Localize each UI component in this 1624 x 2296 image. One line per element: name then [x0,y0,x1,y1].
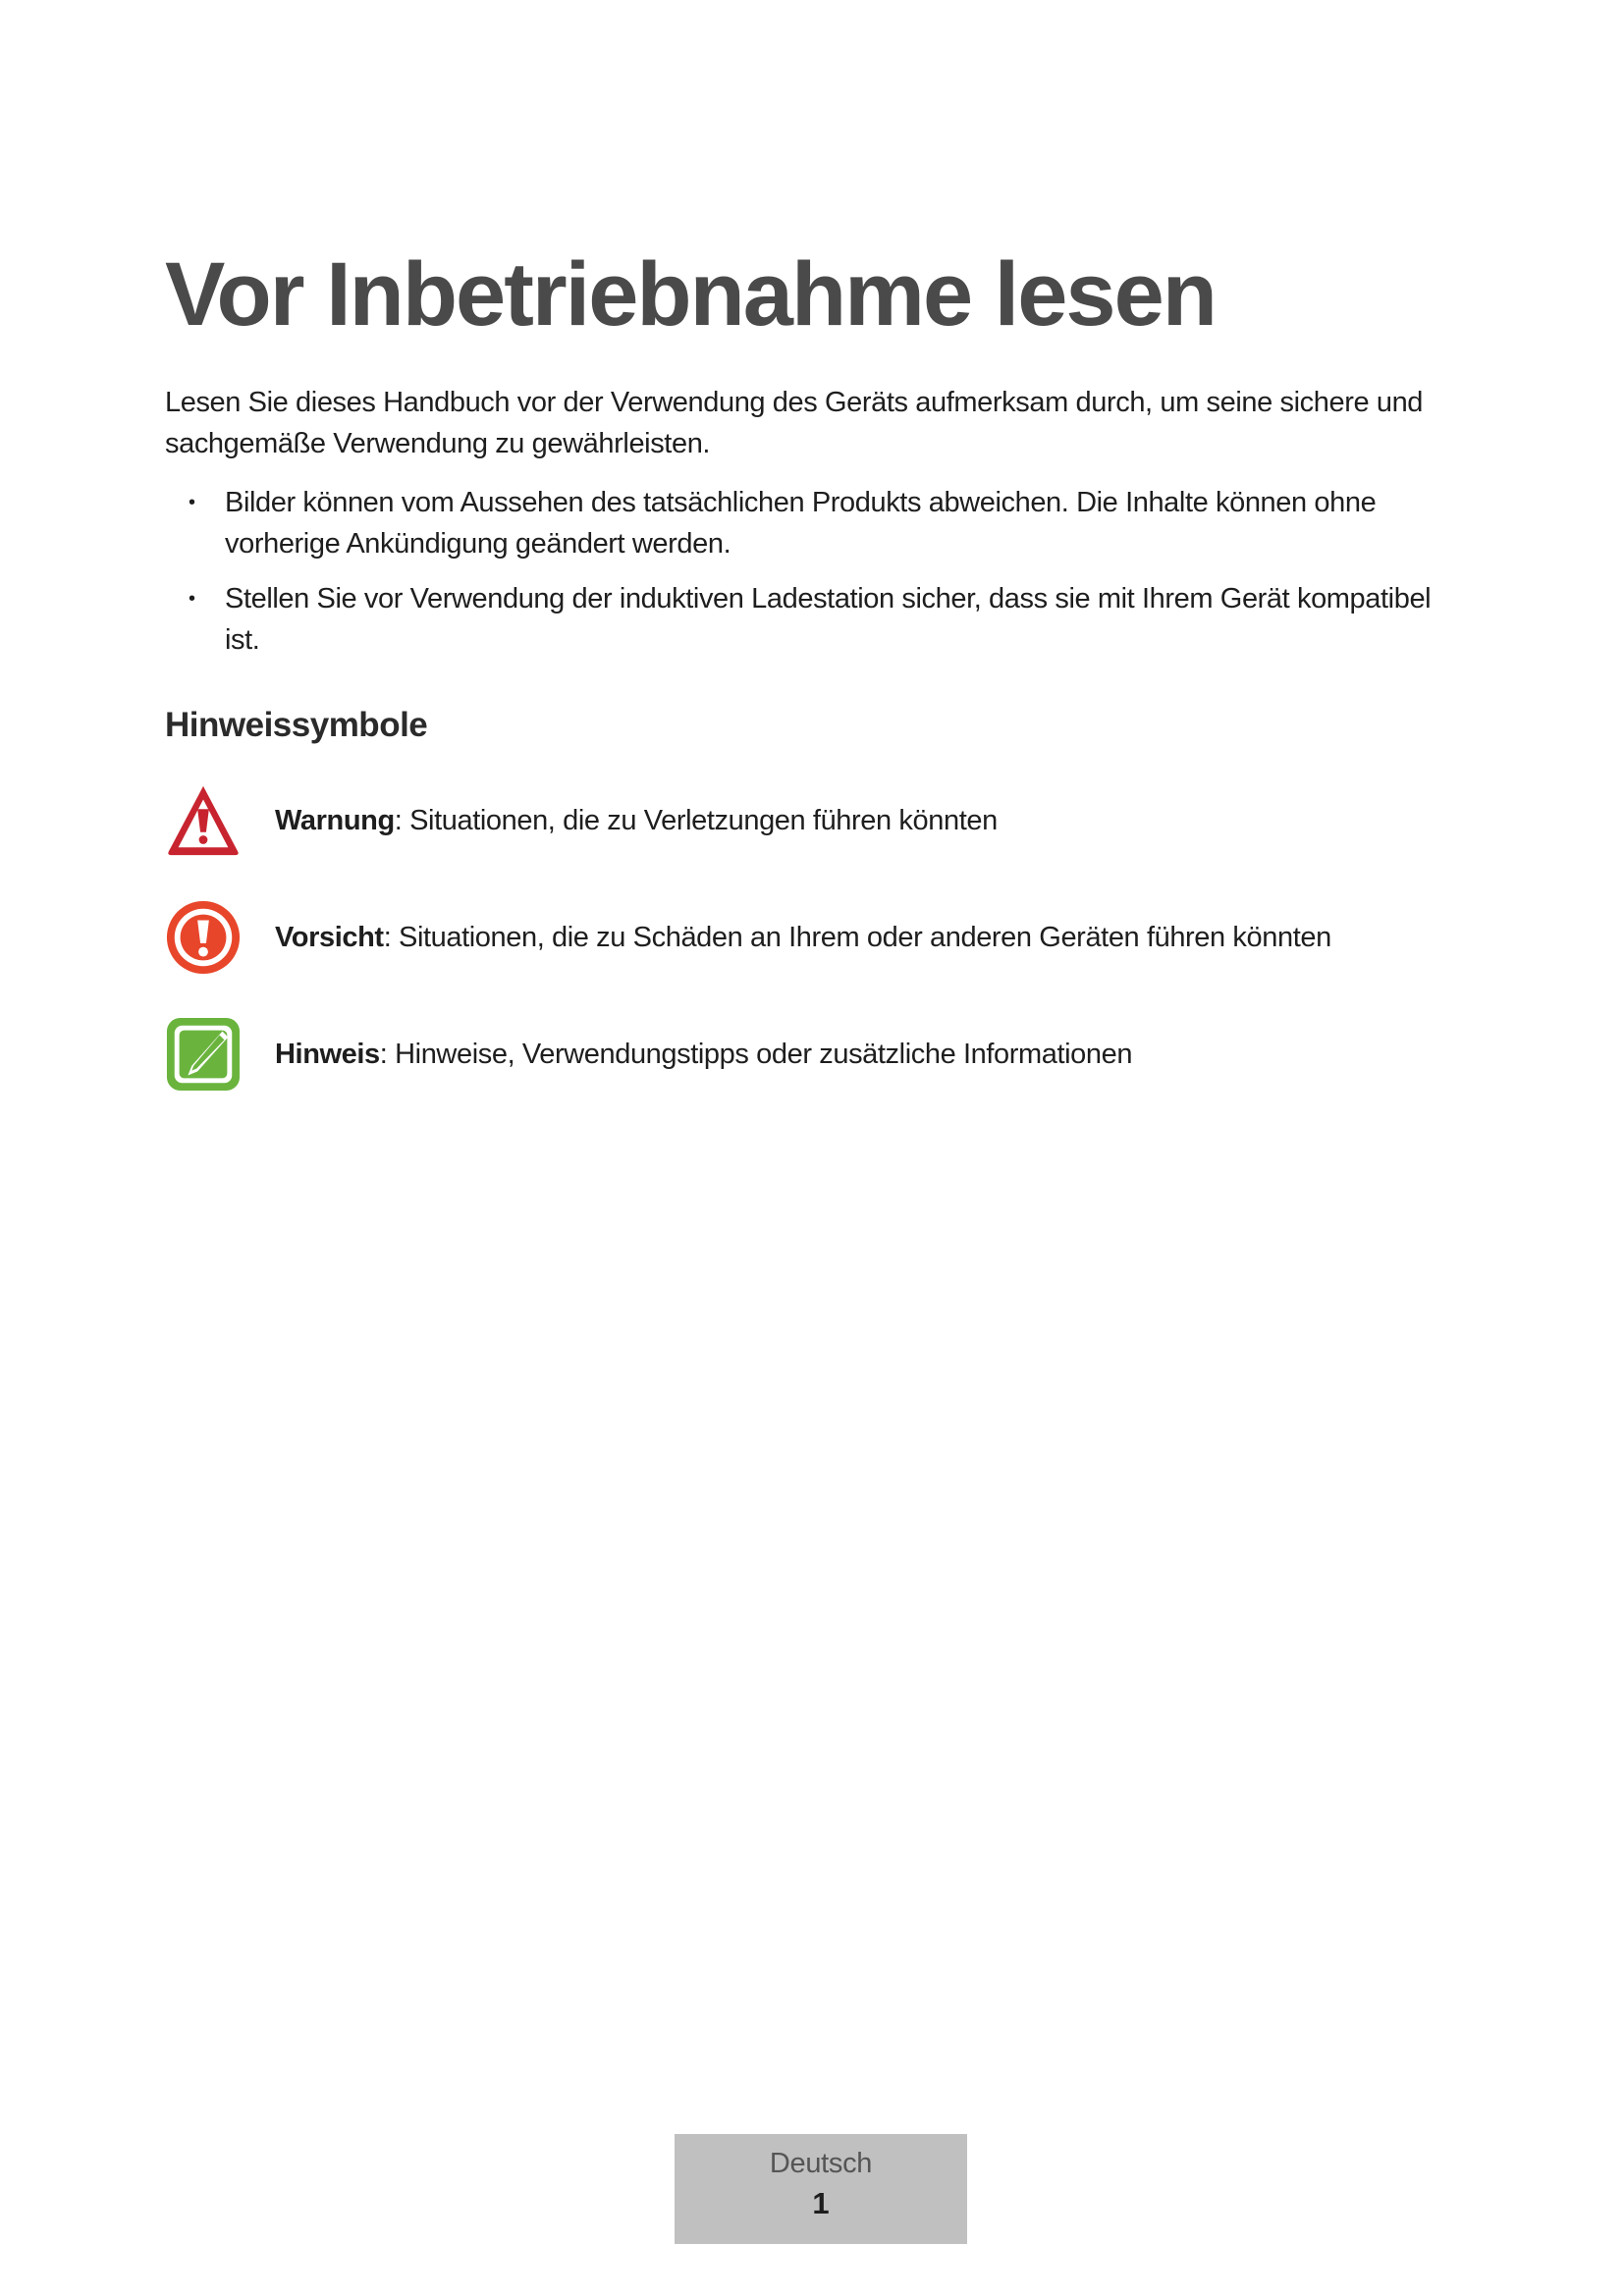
section-heading: Hinweissymbole [165,706,428,745]
footer-language: Deutsch [769,2148,873,2179]
notice-caution-text [275,922,1331,954]
page-footer [675,2134,967,2244]
page-title: Vor Inbetriebnahme lesen [165,244,1216,345]
notice-warning-text [275,805,998,837]
notice-note-text [275,1039,1132,1071]
warning-triangle-icon [165,782,242,859]
bullet-text: Bilder können vom Aussehen des tatsächlichen Produkts abweichen. Die Inhalte können ohne vorherige Ankündigung geändert werden. [225,487,1377,561]
bullet-marker: • [189,588,195,611]
page-content [165,245,1471,1131]
list-item [165,482,1471,564]
notice-symbols-list [165,780,1471,1095]
notice-warning [165,780,1471,861]
bullet-text: Stellen Sie vor Verwendung der induktiven Ladestation sicher, dass sie mit Ihrem Gerät kompatibel ist. [225,583,1432,657]
notice-description: : Situationen, die zu Verletzungen führen könnten [394,804,998,836]
bullet-marker: • [189,492,195,514]
notice-term: Warnung [275,804,395,836]
list-item [165,578,1471,661]
bullet-list [165,482,1471,661]
page-number: 1 [812,2186,830,2220]
notice-term: Hinweis [275,1038,380,1070]
notice-term: Vorsicht [275,921,384,953]
caution-circle-icon [165,899,242,976]
notice-description: : Hinweise, Verwendungstipps oder zusätzliche Informationen [379,1038,1133,1070]
intro-paragraph: Lesen Sie dieses Handbuch vor der Verwendung des Geräts aufmerksam durch, um seine sichere und sachgemäße Verwendung zu gewährleisten. [165,387,1424,460]
notice-caution [165,897,1471,978]
notice-description: : Situationen, die zu Schäden an Ihrem oder anderen Geräten führen könnten [383,921,1331,953]
notice-note [165,1014,1471,1095]
note-pen-icon [165,1016,242,1093]
